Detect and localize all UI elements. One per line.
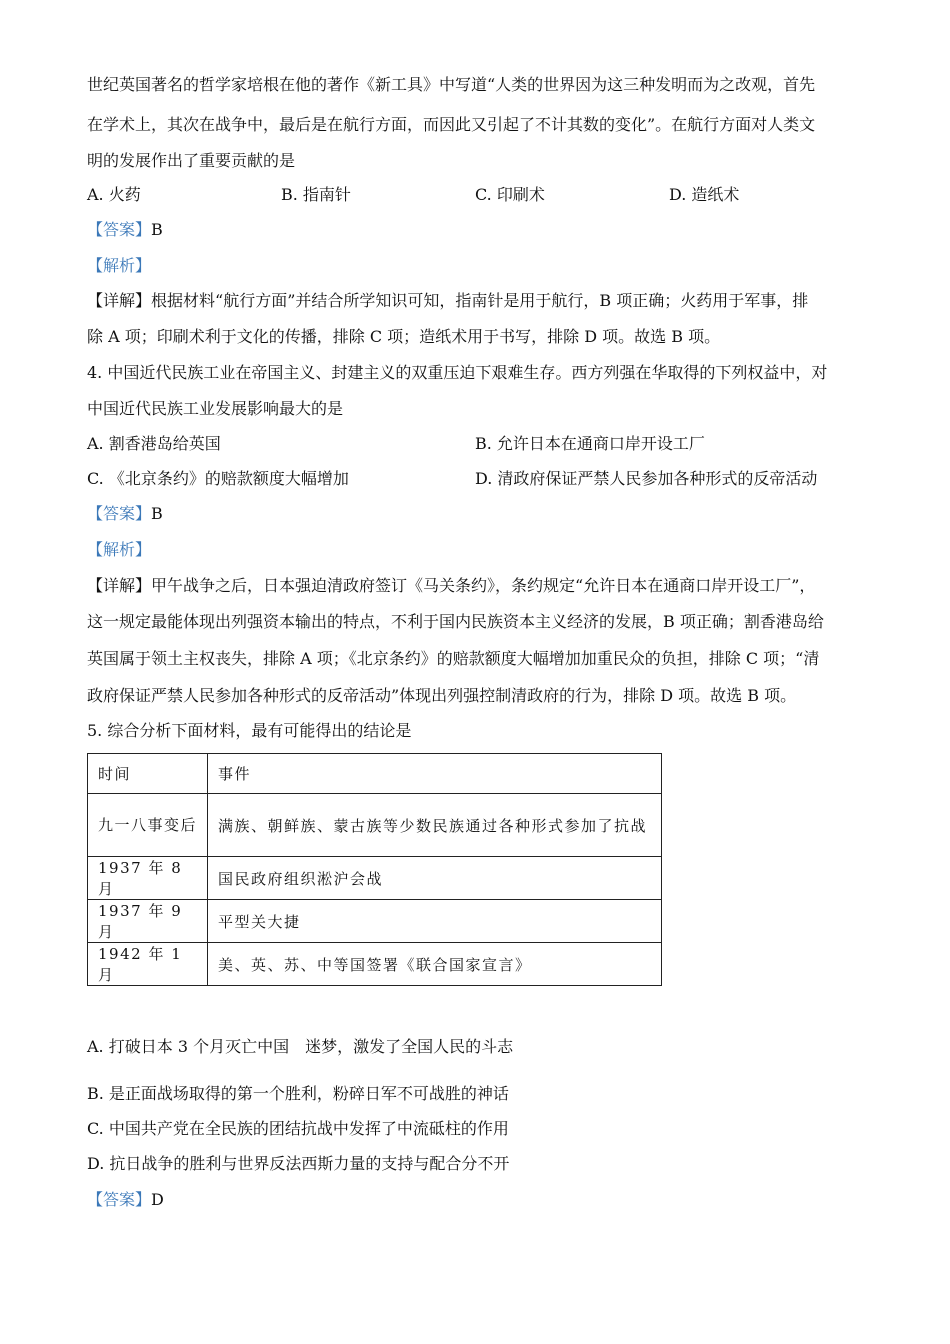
detail-text: 甲午战争之后，日本强迫清政府签订《马关条约》，条约规定“允许日本在通商口岸开设工厂”， (151, 576, 816, 595)
table-cell-event: 满族、朝鲜族、蒙古族等少数民族通过各种形式参加了抗战 (208, 794, 662, 857)
answer-value: B (151, 504, 163, 523)
q5-option-b: B. 是正面战场取得的第一个胜利，粉碎日军不可战胜的神话 (87, 1084, 509, 1103)
table-header-event: 事件 (208, 754, 662, 794)
q4-detail-line-3: 英国属于领土主权丧失，排除 A 项；《北京条约》的赔款额度大幅增加加重民众的负担，排除 C 项；“清 (87, 649, 820, 668)
q4-detail-line-4: 政府保证严禁人民参加各种形式的反帝活动”体现出列强控制清政府的行为，排除 D 项。故选 B 项。 (87, 686, 797, 705)
table-cell-event: 平型关大捷 (208, 900, 662, 943)
q3-option-d: D. 造纸术 (669, 185, 740, 204)
table-row (88, 900, 662, 943)
answer-value: D (151, 1190, 164, 1209)
q5-option-a: A. 打破日本 3 个月灭亡中国 迷梦，激发了全国人民的斗志 (87, 1037, 514, 1056)
q4-option-c: C. 《北京条约》的赔款额度大幅增加 (87, 469, 349, 488)
q4-answer (87, 503, 163, 525)
events-table (87, 753, 662, 986)
answer-tag: 【答案】 (87, 1190, 152, 1209)
q5-option-c: C. 中国共产党在全民族的团结抗战中发挥了中流砥柱的作用 (87, 1119, 509, 1138)
q4-option-d: D. 清政府保证严禁人民参加各种形式的反帝活动 (475, 469, 818, 488)
answer-tag: 【答案】 (87, 220, 152, 239)
table-cell-event: 美、英、苏、中等国签署《联合国家宣言》 (208, 943, 662, 986)
table-row (88, 943, 662, 986)
q3-stem-line-3: 明的发展作出了重要贡献的是 (87, 151, 296, 170)
q4-stem-line-2: 中国近代民族工业发展影响最大的是 (87, 399, 344, 418)
table-cell-time: 九一八事变后 (88, 794, 208, 857)
table-cell-event: 国民政府组织淞沪会战 (208, 857, 662, 900)
table-row (88, 857, 662, 900)
q3-answer (87, 219, 163, 241)
q4-stem-line-1: 4. 中国近代民族工业在帝国主义、封建主义的双重压迫下艰难生存。西方列强在华取得的下列权益中，对 (87, 363, 828, 382)
answer-tag: 【答案】 (87, 504, 152, 523)
detail-tag: 【详解】 (87, 291, 152, 310)
q3-detail-line-1 (87, 290, 808, 312)
table-cell-time: 1937 年 8 月 (88, 857, 208, 900)
q4-detail-line-2: 这一规定最能体现出列强资本输出的特点，不利于国内民族资本主义经济的发展，B 项正确；割香港岛给 (87, 612, 824, 631)
q3-analysis-tag: 【解析】 (87, 256, 152, 275)
q3-option-a: A. 火药 (87, 185, 141, 204)
detail-text: 根据材料“航行方面”并结合所学知识可知，指南针是用于航行，B 项正确；火药用于军事，排 (151, 291, 809, 310)
q4-detail-line-1 (87, 575, 815, 597)
q4-option-b: B. 允许日本在通商口岸开设工厂 (475, 434, 705, 453)
table-header-time: 时间 (88, 754, 208, 794)
q3-option-b: B. 指南针 (281, 185, 351, 204)
q5-option-d: D. 抗日战争的胜利与世界反法西斯力量的支持与配合分不开 (87, 1154, 510, 1173)
q4-option-a: A. 割香港岛给英国 (87, 434, 221, 453)
q3-stem-line-1: 世纪英国著名的哲学家培根在他的著作《新工具》中写道“人类的世界因为这三种发明而为之改观，首先 (87, 75, 816, 94)
table-row (88, 794, 662, 857)
q3-option-c: C. 印刷术 (475, 185, 545, 204)
q3-detail-line-2: 除 A 项；印刷术利于文化的传播，排除 C 项；造纸术用于书写，排除 D 项。故选 B 项。 (87, 327, 721, 346)
detail-tag: 【详解】 (87, 576, 152, 595)
answer-value: B (151, 220, 163, 239)
q5-answer (87, 1189, 164, 1211)
table-header-row (88, 754, 662, 794)
table-cell-time: 1937 年 9 月 (88, 900, 208, 943)
table-cell-time: 1942 年 1 月 (88, 943, 208, 986)
q3-stem-line-2: 在学术上，其次在战争中，最后是在航行方面，而因此又引起了不计其数的变化”。在航行方面对人类文 (87, 115, 816, 134)
q5-stem: 5. 综合分析下面材料，最有可能得出的结论是 (87, 721, 412, 740)
q4-analysis-tag: 【解析】 (87, 540, 152, 559)
